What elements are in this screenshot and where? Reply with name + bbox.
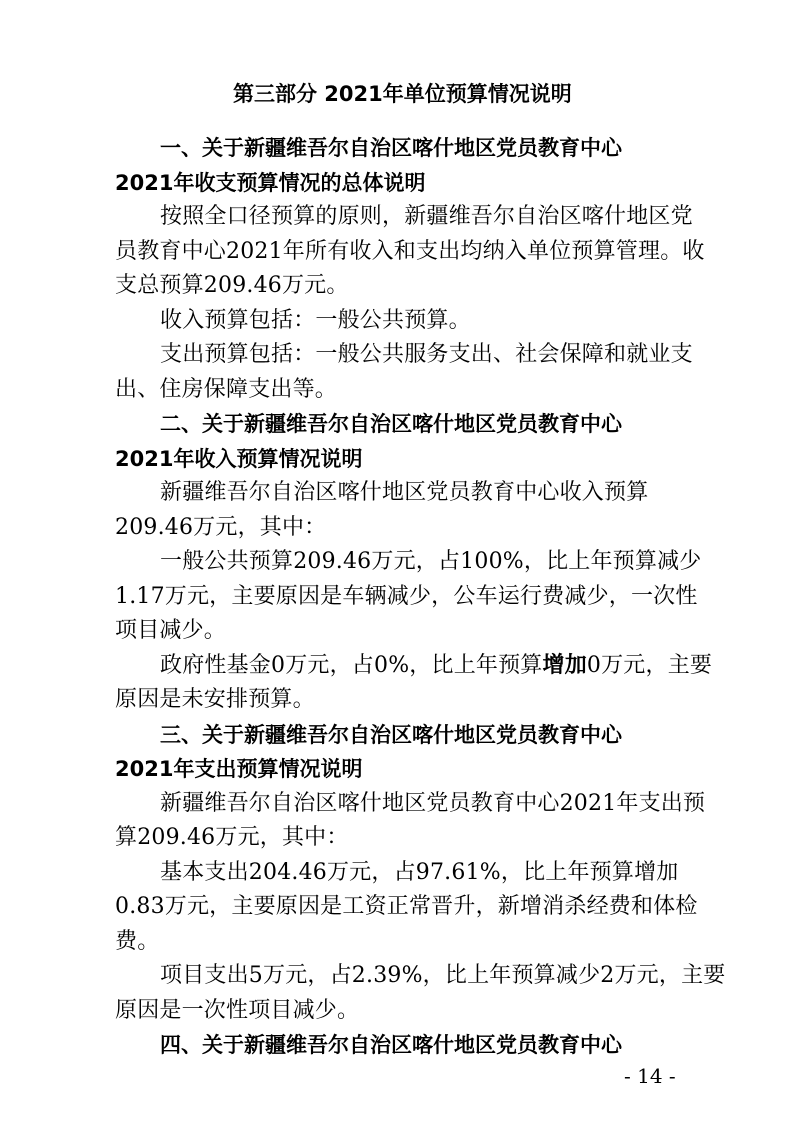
section3-paragraph2-line1: 基本支出204.46万元，占97.61%，比上年预算增加 — [160, 860, 679, 885]
section3-paragraph3-line2: 原因是一次性项目减少。 — [115, 998, 360, 1023]
section4-heading-line1: 四、关于新疆维吾尔自治区喀什地区党员教育中心 — [160, 1033, 622, 1057]
section1-heading-line2: 2021年收支预算情况的总体说明 — [115, 171, 426, 195]
section3-heading-line1: 三、关于新疆维吾尔自治区喀什地区党员教育中心 — [160, 723, 622, 747]
section2-paragraph2-line2: 1.17万元，主要原因是车辆减少，公车运行费减少，一次性 — [115, 584, 698, 609]
section3-paragraph1-line1: 新疆维吾尔自治区喀什地区党员教育中心2021年支出预 — [160, 791, 706, 816]
section3-heading-line2: 2021年支出预算情况说明 — [115, 757, 363, 781]
section1-paragraph3-line1: 支出预算包括：一般公共服务支出、社会保障和就业支 — [160, 342, 693, 367]
section2-paragraph3-text-c: 0万元，主要 — [586, 653, 713, 678]
section1-paragraph3-line2: 出、住房保障支出等。 — [115, 377, 338, 402]
page-title: 第三部分 2021年单位预算情况说明 — [233, 82, 572, 106]
section1-heading-line1: 一、关于新疆维吾尔自治区喀什地区党员教育中心 — [160, 136, 622, 160]
section3-paragraph2-line3: 费。 — [115, 929, 160, 954]
page-number: - 14 - — [624, 1064, 676, 1088]
section2-paragraph3-text-a: 政府性基金0万元，占0%，比上年预算 — [160, 653, 543, 678]
section2-paragraph2-line3: 项目减少。 — [115, 618, 227, 643]
section3-paragraph1-line2: 算209.46万元，其中： — [115, 825, 349, 850]
section1-paragraph2-line1: 收入预算包括：一般公共预算。 — [160, 308, 471, 333]
section2-paragraph2-line1: 一般公共预算209.46万元，占100%，比上年预算减少 — [160, 549, 702, 574]
section2-paragraph3-emphasis: 增加 — [542, 653, 587, 678]
section2-heading-line2: 2021年收入预算情况说明 — [115, 447, 363, 471]
section2-paragraph3-line2: 原因是未安排预算。 — [115, 687, 315, 712]
section3-paragraph3-line1: 项目支出5万元，占2.39%，比上年预算减少2万元，主要 — [160, 963, 726, 988]
section1-paragraph1-line2: 员教育中心2021年所有收入和支出均纳入单位预算管理。收 — [115, 239, 705, 264]
section2-heading-line1: 二、关于新疆维吾尔自治区喀什地区党员教育中心 — [160, 412, 622, 436]
section3-paragraph2-line2: 0.83万元，主要原因是工资正常晋升，新增消杀经费和体检 — [115, 894, 698, 919]
section1-paragraph1-line1: 按照全口径预算的原则，新疆维吾尔自治区喀什地区党 — [160, 204, 693, 229]
section1-paragraph1-line3: 支总预算209.46万元。 — [115, 273, 349, 298]
section2-paragraph1-line1: 新疆维吾尔自治区喀什地区党员教育中心收入预算 — [160, 480, 649, 505]
section2-paragraph3-line1 — [160, 652, 712, 680]
section2-paragraph1-line2: 209.46万元，其中： — [115, 515, 327, 540]
